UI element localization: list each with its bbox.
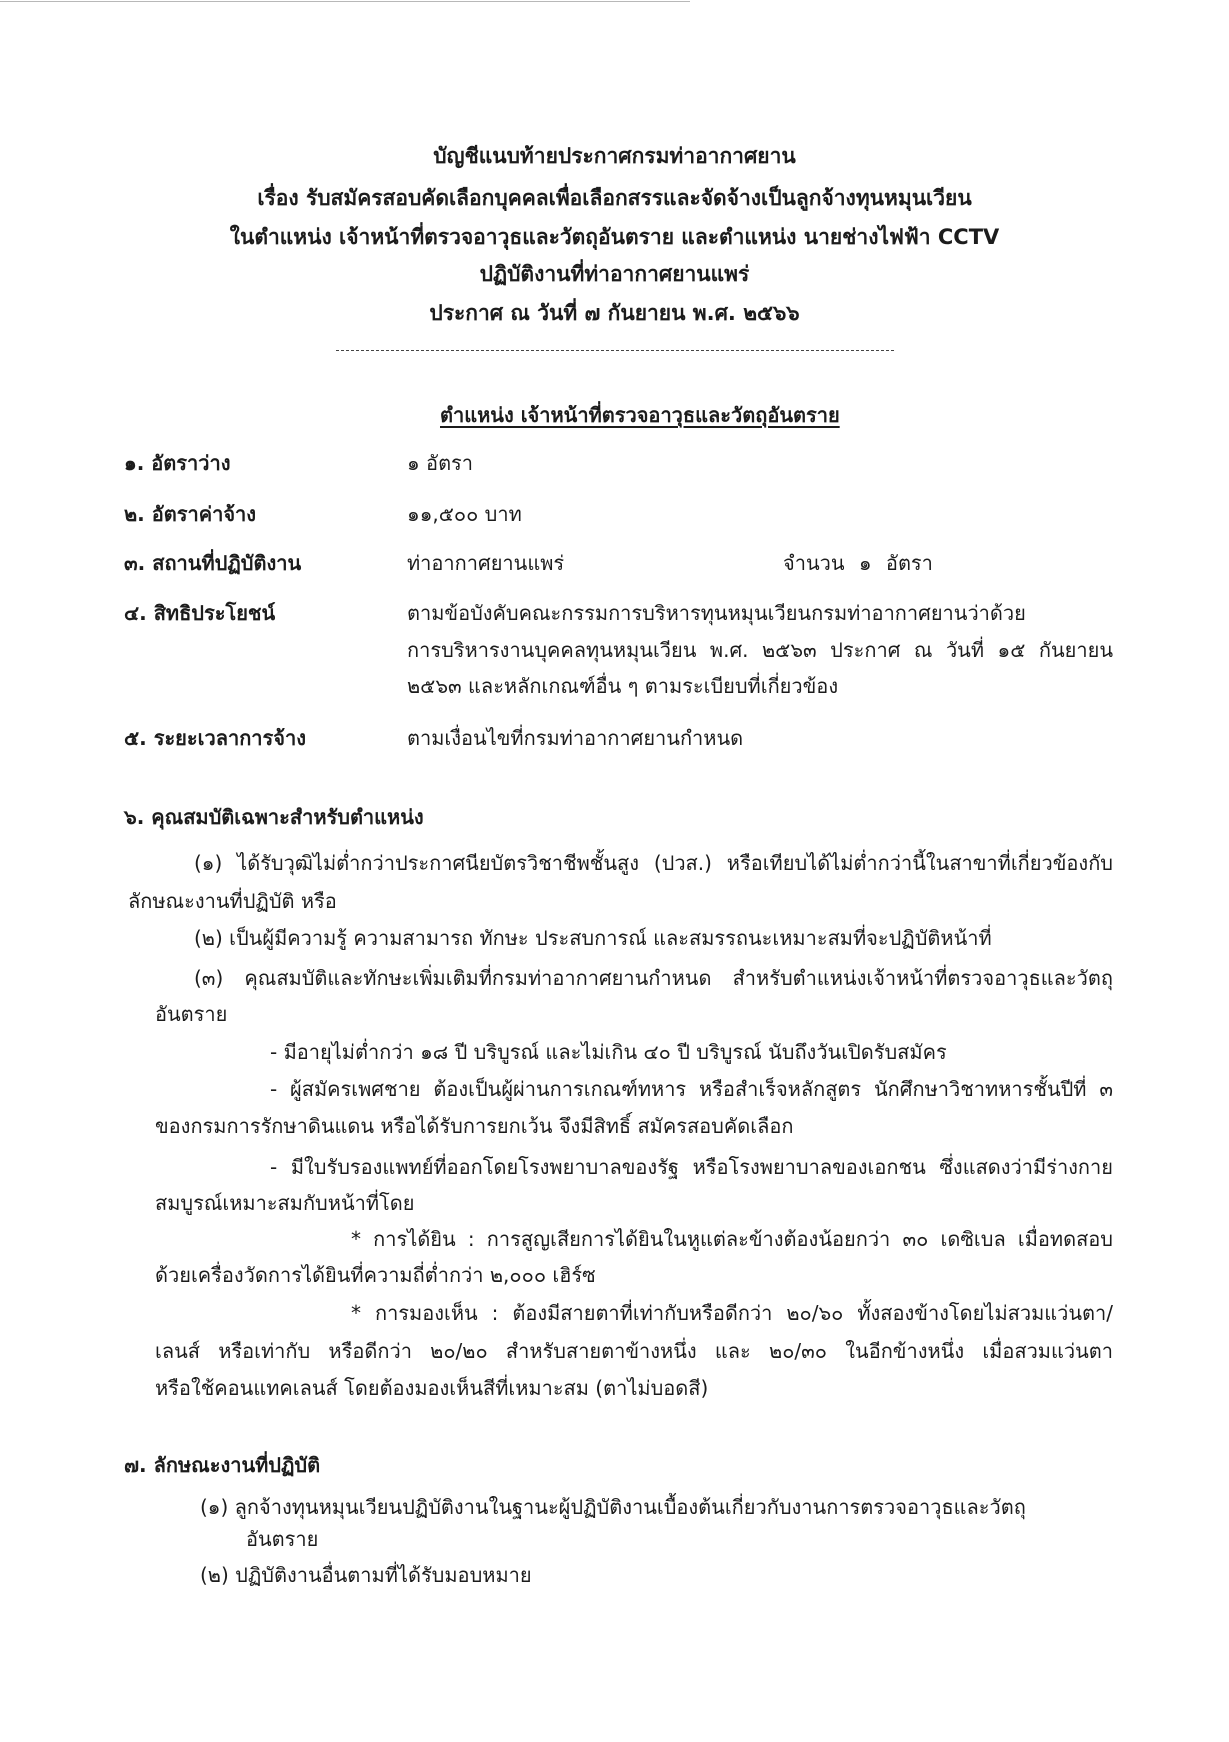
duty-item-cont: อันตราย xyxy=(246,1527,319,1551)
term-value: ตามเงื่อนไขที่กรมท่าอากาศยานกำหนด xyxy=(407,726,744,750)
wage-value: ๑๑,๕๐๐ บาท xyxy=(407,502,522,526)
duty-item: (๑) ลูกจ้างทุนหมุนเวียนปฏิบัติงานในฐานะผู้ปฏิบัติงานเบื้องต้นเกี่ยวกับงานการตรวจอาวุธและวัตถุ xyxy=(200,1495,1026,1519)
scan-edge-line xyxy=(0,1,690,2)
vision-requirement-cont: เลนส์ หรือเท่ากับ หรือดีกว่า ๒๐/๒๐ สำหรับสายตาข้างหนึ่ง และ ๒๐/๓๐ ในอีกข้างหนึ่ง เมื่อสวมแว่นตา xyxy=(155,1339,1113,1363)
qualification-item-cont: ลักษณะงานที่ปฏิบัติ หรือ xyxy=(128,889,337,913)
qualification-item: (๓) คุณสมบัติและทักษะเพิ่มเติมที่กรมท่าอากาศยานกำหนด สำหรับตำแหน่งเจ้าหน้าที่ตรวจอาวุธและวัตถุ xyxy=(194,966,1113,990)
workplace-label: ๓. สถานที่ปฏิบัติงาน xyxy=(124,551,302,575)
extra-requirement-cont: ของกรมการรักษาดินแดน หรือได้รับการยกเว้น จึงมีสิทธิ์ สมัครสอบคัดเลือก xyxy=(155,1114,794,1138)
extra-requirement: - มีอายุไม่ต่ำกว่า ๑๘ ปี บริบูรณ์ และไม่เกิน ๔๐ ปี บริบูรณ์ นับถึงวันเปิดรับสมัคร xyxy=(270,1040,947,1064)
extra-requirement: - มีใบรับรองแพทย์ที่ออกโดยโรงพยาบาลของรัฐ หรือโรงพยาบาลของเอกชน ซึ่งแสดงว่ามีร่างกาย xyxy=(270,1155,1113,1179)
hearing-requirement: * การได้ยิน : การสูญเสียการได้ยินในหูแต่ละข้างต้องน้อยกว่า ๓๐ เดซิเบล เมื่อทดสอบ xyxy=(351,1227,1113,1251)
duties-heading: ๗. ลักษณะงานที่ปฏิบัติ xyxy=(124,1453,321,1477)
header-workplace: ปฏิบัติงานที่ท่าอากาศยานแพร่ xyxy=(479,262,750,286)
qualification-item: (๒) เป็นผู้มีความรู้ ความสามารถ ทักษะ ประสบการณ์ และสมรรถนะเหมาะสมที่จะปฏิบัติหน้าที่ xyxy=(194,926,992,950)
benefits-line: ๒๕๖๓ และหลักเกณฑ์อื่น ๆ ตามระเบียบที่เกี่ยวข้อง xyxy=(407,674,839,698)
benefits-line: ตามข้อบังคับคณะกรรมการบริหารทุนหมุนเวียนกรมท่าอากาศยานว่าด้วย xyxy=(407,601,1026,625)
header-date: ประกาศ ณ วันที่ ๗ กันยายน พ.ศ. ๒๕๖๖ xyxy=(429,301,800,325)
header-positions: ในตำแหน่ง เจ้าหน้าที่ตรวจอาวุธและวัตถุอันตราย และตำแหน่ง นายช่างไฟฟ้า CCTV xyxy=(229,225,1000,249)
qualification-item: (๑) ได้รับวุฒิไม่ต่ำกว่าประกาศนียบัตรวิชาชีพชั้นสูง (ปวส.) หรือเทียบได้ไม่ต่ำกว่านี้ในสาขาที่เกี่ยวข้องกับ xyxy=(194,851,1113,875)
duty-item: (๒) ปฏิบัติงานอื่นตามที่ได้รับมอบหมาย xyxy=(200,1563,532,1587)
wage-label: ๒. อัตราค่าจ้าง xyxy=(124,502,257,526)
qualifications-heading: ๖. คุณสมบัติเฉพาะสำหรับตำแหน่ง xyxy=(124,805,424,829)
extra-requirement-cont: สมบูรณ์เหมาะสมกับหน้าที่โดย xyxy=(155,1191,415,1215)
header-title: บัญชีแนบท้ายประกาศกรมท่าอากาศยาน xyxy=(433,144,796,168)
benefits-line: การบริหารงานบุคคลทุนหมุนเวียน พ.ศ. ๒๕๖๓ ประกาศ ณ วันที่ ๑๕ กันยายน xyxy=(407,638,1113,662)
vacancy-value: ๑ อัตรา xyxy=(407,451,474,475)
qualification-item-cont: อันตราย xyxy=(155,1002,228,1026)
vision-requirement-cont: หรือใช้คอนแทคเลนส์ โดยต้องมองเห็นสีที่เหมาะสม (ตาไม่บอดสี) xyxy=(155,1376,709,1400)
header-divider xyxy=(336,350,894,351)
benefits-label: ๔. สิทธิประโยชน์ xyxy=(124,601,276,625)
extra-requirement: - ผู้สมัครเพศชาย ต้องเป็นผู้ผ่านการเกณฑ์ทหาร หรือสำเร็จหลักสูตร นักศึกษาวิชาทหารชั้นปีที่ ๓ xyxy=(270,1077,1113,1101)
vision-requirement: * การมองเห็น : ต้องมีสายตาที่เท่ากับหรือดีกว่า ๒๐/๖๐ ทั้งสองข้างโดยไม่สวมแว่นตา/ xyxy=(351,1301,1113,1325)
header-subject: เรื่อง รับสมัครสอบคัดเลือกบุคคลเพื่อเลือกสรรและจัดจ้างเป็นลูกจ้างทุนหมุนเวียน xyxy=(257,186,972,210)
workplace-value: ท่าอากาศยานแพร่ xyxy=(407,551,565,575)
term-label: ๕. ระยะเวลาการจ้าง xyxy=(124,726,306,750)
position-title: ตำแหน่ง เจ้าหน้าที่ตรวจอาวุธและวัตถุอันตราย xyxy=(440,403,840,427)
hearing-requirement-cont: ด้วยเครื่องวัดการได้ยินที่ความถี่ต่ำกว่า ๒,๐๐๐ เฮิร์ซ xyxy=(155,1263,596,1287)
workplace-count: จำนวน ๑ อัตรา xyxy=(783,551,933,575)
vacancy-label: ๑. อัตราว่าง xyxy=(124,451,231,475)
